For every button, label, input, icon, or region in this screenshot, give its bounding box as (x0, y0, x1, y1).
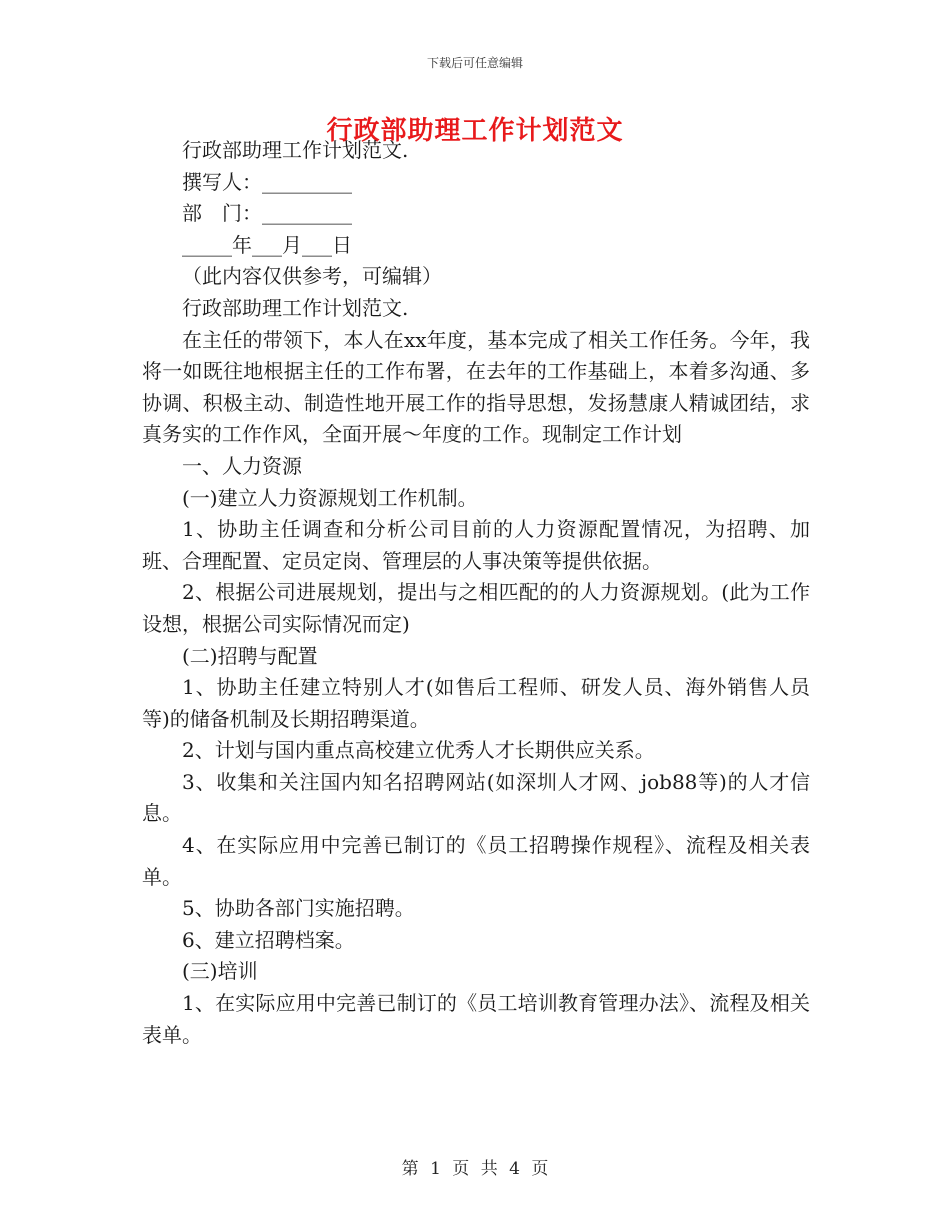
paragraph: 1、在实际应用中完善已制订的《员工培训教育管理办法》、流程及相关表单。 (142, 991, 810, 1047)
paragraph: 1、协助主任调查和分析公司目前的人力资源配置情况，为招聘、加班、合理配置、定员定岗、管理层的人事决策等提供依据。 (142, 517, 810, 573)
header-note: 下载后可任意编辑 (426, 56, 523, 70)
paragraph: 6、建立招聘档案。 (182, 927, 355, 952)
document-body (142, 135, 810, 1051)
subsection-heading: (三)培训 (182, 959, 258, 984)
section-heading: 一、人力资源 (182, 453, 302, 478)
paragraph: 1、协助主任建立特别人才(如售后工程师、研发人员、海外销售人员等)的储备机制及长期招聘渠道。 (142, 675, 810, 731)
paragraph: 3、收集和关注国内知名招聘网站(如深圳人才网、job88等)的人才信息。 (142, 769, 810, 826)
page-number-footer: 第 1 页 共 4 页 (401, 1159, 549, 1179)
editable-note: （此内容仅供参考，可编辑） (182, 264, 442, 289)
paragraph: 5、协助各部门实施招聘。 (182, 896, 415, 921)
paragraph: 在主任的带领下，本人在xx年度，基本完成了相关工作任务。今年，我将一如既往地根据主任的工作布署，在去年的工作基础上，本着多沟通、多协调、积极主动、制造性地开展工作的指导思想，发扬慧康人精诚团结，求真务实的工作作风，全面开展～年度的工作。现制定工作计划 (142, 327, 810, 447)
paragraph: 行政部助理工作计划范文. (182, 138, 409, 162)
paragraph: 4、在实际应用中完善已制订的《员工招聘操作规程》、流程及相关表单。 (142, 833, 810, 889)
date-field: _____年___月___日 (182, 232, 352, 257)
author-field: 撰写人：_________ (182, 169, 352, 194)
subsection-heading: (一)建立人力资源规划工作机制。 (182, 485, 478, 510)
subsection-heading: (二)招聘与配置 (182, 643, 318, 668)
department-field: 部 门：_________ (182, 201, 352, 226)
paragraph: 2、根据公司进展规划，提出与之相匹配的的人力资源规划。(此为工作设想，根据公司实际情况而定) (142, 580, 810, 636)
document-title: 行政部助理工作计划范文 (326, 116, 624, 146)
paragraph: 行政部助理工作计划范文. (182, 295, 409, 320)
paragraph: 2、计划与国内重点高校建立优秀人才长期供应关系。 (182, 738, 655, 763)
